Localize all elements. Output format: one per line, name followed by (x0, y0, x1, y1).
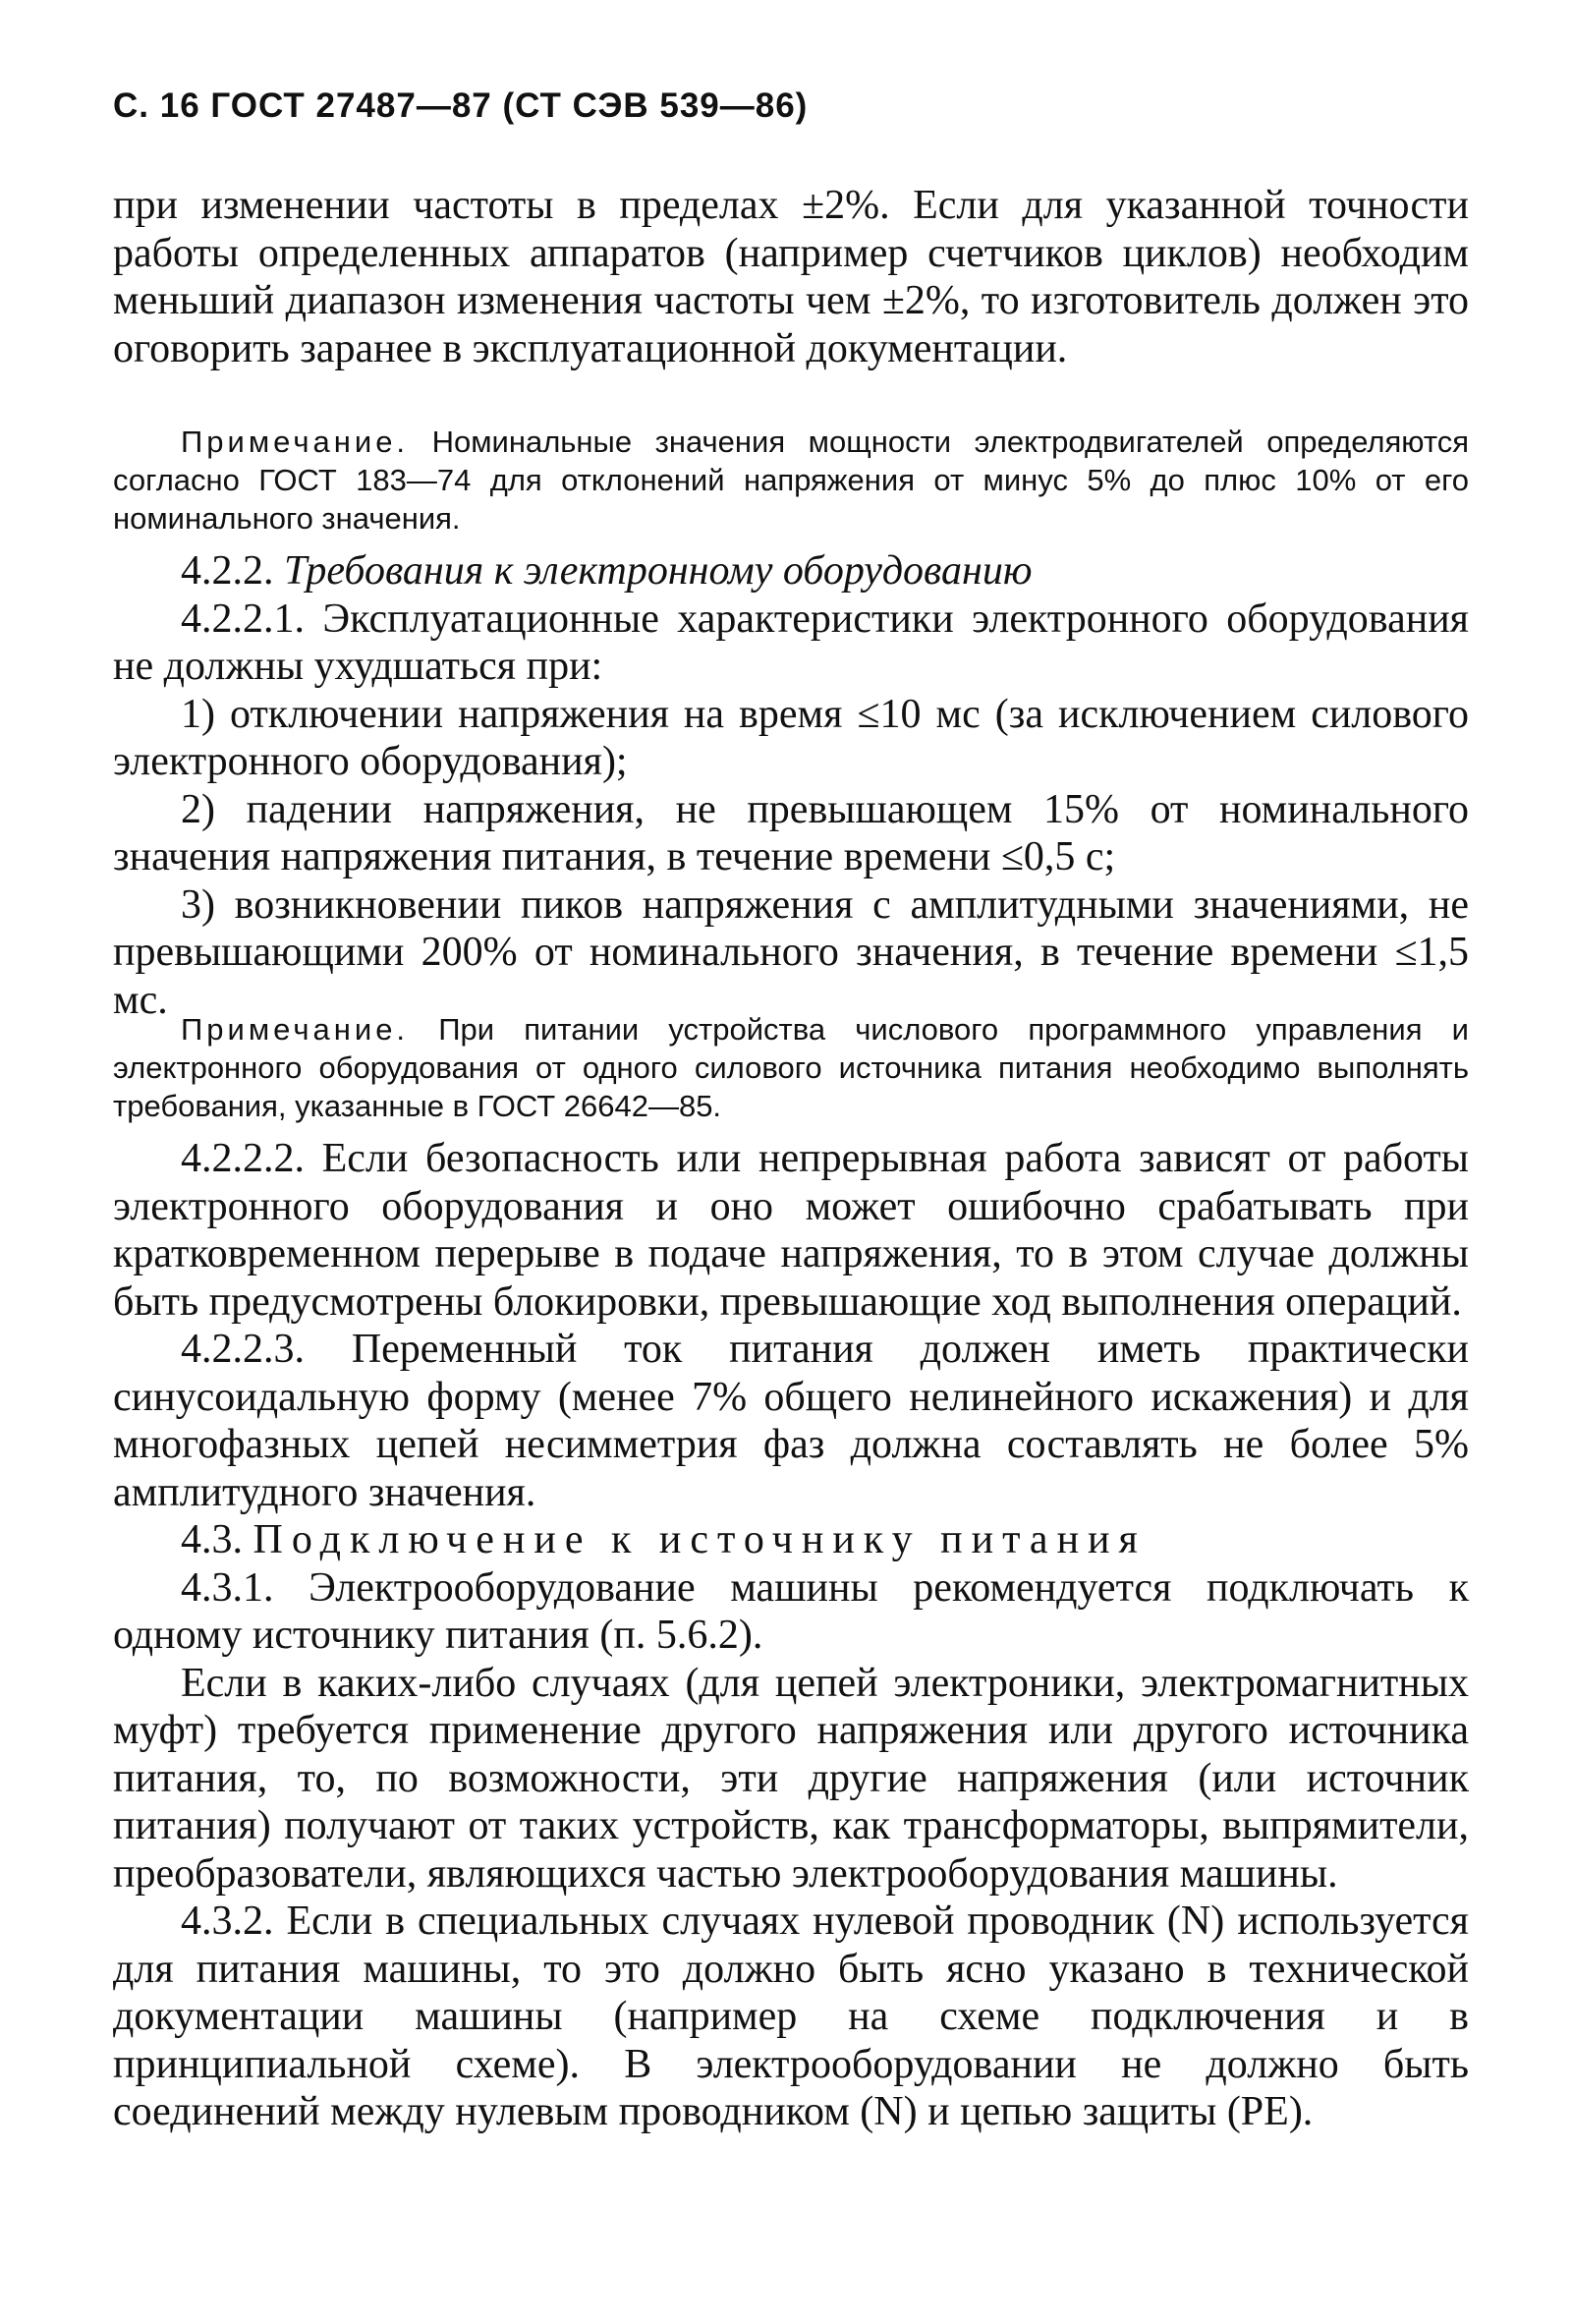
paragraph-text: при изменении частоты в пределах ±2%. Если для указанной точности работы определенных аппаратов (например счетчиков циклов) необходим меньший диапазон изменения частоты чем ±2%, то изготовитель должен это оговорить заранее в эксплуатационной документации. (113, 183, 1469, 371)
clause-4-3-1-continued: Если в каких-либо случаях (для цепей электроники, электромагнитных муфт) требуется применение другого напряжения или другого источника питания, то, по возможности, эти другие напряжения (или источник питания) получают от таких устройств, как трансформаторы, выпрямители, преобразователи, являющихся частью электрооборудования машины. (113, 1660, 1469, 1897)
list-item-1: 1) отключении напряжения на время ≤10 мс (за исключением силового электронного оборудования); (113, 691, 1469, 784)
section-4-2-2-2-onward (113, 1135, 1469, 2136)
paragraph-frequency-tolerance (113, 182, 1469, 372)
list-item-2: 2) падении напряжения, не превышающем 15% от номинального значения напряжения питания, в течение времени ≤0,5 с; (113, 786, 1469, 879)
section-4-2-2 (113, 547, 1469, 1024)
note-label: Примечание. (181, 1012, 410, 1047)
clause-4-2-2-1: 4.2.2.1. Эксплуатационные характеристики электронного оборудования не должны ухудшаться при: (113, 595, 1469, 689)
section-heading (113, 547, 1469, 595)
note-cnc-power (113, 1010, 1469, 1125)
clause-4-2-2-3: 4.2.2.3. Переменный ток питания должен иметь практически синусоидальную форму (менее 7% общего нелинейного искажения) и для многофазных цепей несимметрия фаз должна составлять не более 5% амплитудного значения. (113, 1327, 1469, 1515)
section-heading-4-3 (113, 1516, 1469, 1564)
clause-4-3-1: 4.3.1. Электрооборудование машины рекомендуется подключать к одному источнику питания (п. 5.6.2). (113, 1564, 1469, 1658)
note-text (113, 423, 1469, 538)
list-item-3: 3) возникновении пиков напряжения с амплитудными значениями, не превышающими 200% от номинального значения, в течение времени ≤1,5 мс. (113, 881, 1469, 1023)
note-label: Примечание. (181, 425, 410, 459)
note-text (113, 1010, 1469, 1125)
section-number: 4.3. (181, 1517, 243, 1562)
note-body: При питании устройства числового программного управления и электронного оборудования от одного силового источника питания необходимо выполнять требования, указанные в ГОСТ 26642—85. (113, 1012, 1469, 1123)
note-body: Номинальные значения мощности электродвигателей определяются согласно ГОСТ 183—74 для отклонений напряжения от минус 5% до плюс 10% от его номинального значения. (113, 425, 1469, 536)
note-motor-power (113, 423, 1469, 538)
clause-4-2-2-2: 4.2.2.2. Если безопасность или непрерывная работа зависят от работы электронного оборудования и оно может ошибочно срабатывать при кратковременном перерыве в подаче напряжения, то в этом случае должны быть предусмотрены блокировки, превышающие ход выполнения операций. (113, 1136, 1469, 1325)
section-number: 4.2.2. (181, 548, 274, 594)
section-title: Требования к электронному оборудованию (284, 548, 1033, 594)
clause-4-3-2: 4.3.2. Если в специальных случаях нулевой проводник (N) используется для питания машины, то это должно быть ясно указано в технической документации машины (например на схеме подключения и в принципиальной схеме). В электрооборудовании не должно быть соединений между нулевым проводником (N) и цепью защиты (PE). (113, 1899, 1469, 2134)
section-title: Подключение к источнику питания (253, 1517, 1147, 1562)
running-header: С. 16 ГОСТ 27487—87 (СТ СЭВ 539—86) (113, 86, 809, 125)
